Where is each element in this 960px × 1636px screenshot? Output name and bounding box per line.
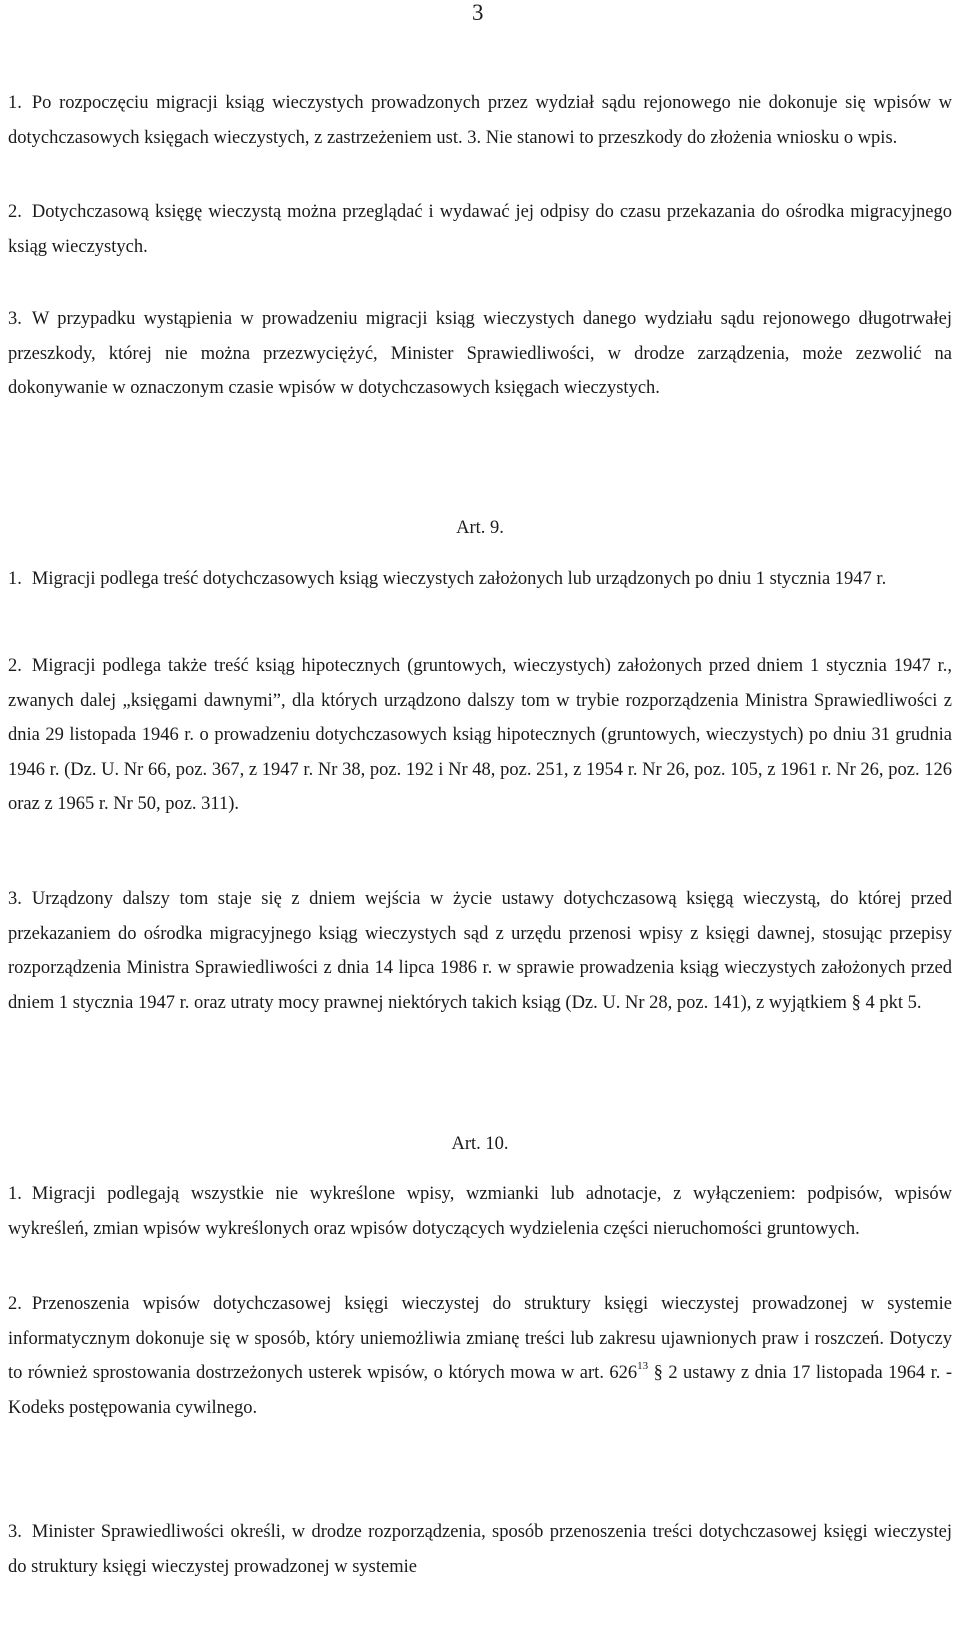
article-10-heading: Art. 10. (451, 1134, 509, 1154)
paragraph-number: 3. (8, 889, 22, 909)
art10-paragraph-3 (8, 1515, 952, 1584)
paragraph-top-1 (8, 86, 952, 155)
paragraph-text: Migracji podlegają wszystkie nie wykreślone wpisy, wzmianki lub adnotacje, z wyłączeniem: podpisów, wpisów wykreśleń, zmian wpisów wykreślonych oraz wpisów dotyczących wydzielenia części nieruchomości gruntowych. (8, 1184, 952, 1239)
paragraph-text-continued: § 2 ustawy z dnia 17 listopada 1964 r. - Kodeks postępowania cywilnego. (8, 1363, 952, 1418)
paragraph-text: Przenoszenia wpisów dotychczasowej księgi wieczystej do struktury księgi wieczystej prowadzonej w systemie informatycznym dokonuje się w sposób, który uniemożliwia zmianę treści lub zakresu ujawnionych praw i roszczeń. Dotyczy to również sprostowania dostrzeżonych usterek wpisów, o których mowa w art. 626 (8, 1294, 952, 1383)
paragraph-number: 3. (8, 1522, 22, 1542)
paragraph-number: 1. (8, 93, 22, 113)
paragraph-number: 1. (8, 569, 22, 589)
paragraph-number: 3. (8, 309, 22, 329)
article-9-heading: Art. 9. (456, 518, 504, 538)
paragraph-text: Po rozpoczęciu migracji ksiąg wieczystych prowadzonych przez wydział sądu rejonowego nie dokonuje się wpisów w dotychczasowych księgach wieczystych, z zastrzeżeniem ust. 3. Nie stanowi to przeszkody do złożenia wniosku o wpis. (8, 93, 952, 148)
paragraph-text: Urządzony dalszy tom staje się z dniem wejścia w życie ustawy dotychczasową księgą wieczystą, do której przed przekazaniem do ośrodka migracyjnego ksiąg wieczystych sąd z urzędu przenosi wpisy z księgi dawnej, stosując przepisy rozporządzenia Ministra Sprawiedliwości z dnia 14 lipca 1986 r. w sprawie prowadzenia ksiąg wieczystych założonych przed dniem 1 stycznia 1947 r. oraz utraty mocy prawnej niektórych takich ksiąg (Dz. U. Nr 28, poz. 141), z wyjątkiem § 4 pkt 5. (8, 889, 952, 1013)
superscript-article-number: 13 (637, 1360, 649, 1372)
paragraph-text: Minister Sprawiedliwości określi, w drodze rozporządzenia, sposób przenoszenia treści dotychczasowej księgi wieczystej do struktury księgi wieczystej prowadzonej w systemie (8, 1522, 952, 1577)
art9-paragraph-1 (8, 562, 952, 597)
paragraph-top-2 (8, 195, 952, 264)
paragraph-text: Migracji podlega treść dotychczasowych ksiąg wieczystych założonych lub urządzonych po dniu 1 stycznia 1947 r. (31, 569, 887, 589)
art10-paragraph-1 (8, 1177, 952, 1246)
paragraph-number: 2. (8, 1294, 22, 1314)
paragraph-number: 2. (8, 202, 22, 222)
paragraph-number: 1. (8, 1184, 22, 1204)
art10-paragraph-2 (8, 1287, 952, 1425)
paragraph-text: Migracji podlega także treść ksiąg hipotecznych (gruntowych, wieczystych) założonych przed dniem 1 stycznia 1947 r., zwanych dalej „księgami dawnymi”, dla których urządzono dalszy tom w trybie rozporządzenia Ministra Sprawiedliwości z dnia 29 listopada 1946 r. o prowadzeniu dotychczasowych ksiąg hipotecznych (gruntowych, wieczystych) po dniu 31 grudnia 1946 r. (Dz. U. Nr 66, poz. 367, z 1947 r. Nr 38, poz. 192 i Nr 48, poz. 251, z 1954 r. Nr 26, poz. 105, z 1961 r. Nr 26, poz. 126 oraz z 1965 r. Nr 50, poz. 311). (8, 656, 952, 814)
page-number: 3 (472, 0, 484, 25)
art9-paragraph-2 (8, 649, 952, 822)
art9-paragraph-3 (8, 882, 952, 1020)
paragraph-top-3 (8, 302, 952, 406)
paragraph-number: 2. (8, 656, 22, 676)
paragraph-text: Dotychczasową księgę wieczystą można przeglądać i wydawać jej odpisy do czasu przekazania do ośrodka migracyjnego ksiąg wieczystych. (8, 202, 952, 257)
paragraph-text: W przypadku wystąpienia w prowadzeniu migracji ksiąg wieczystych danego wydziału sądu rejonowego długotrwałej przeszkody, której nie można przezwyciężyć, Minister Sprawiedliwości, w drodze zarządzenia, może zezwolić na dokonywanie w oznaczonym czasie wpisów w dotychczasowych księgach wieczystych. (8, 309, 952, 398)
